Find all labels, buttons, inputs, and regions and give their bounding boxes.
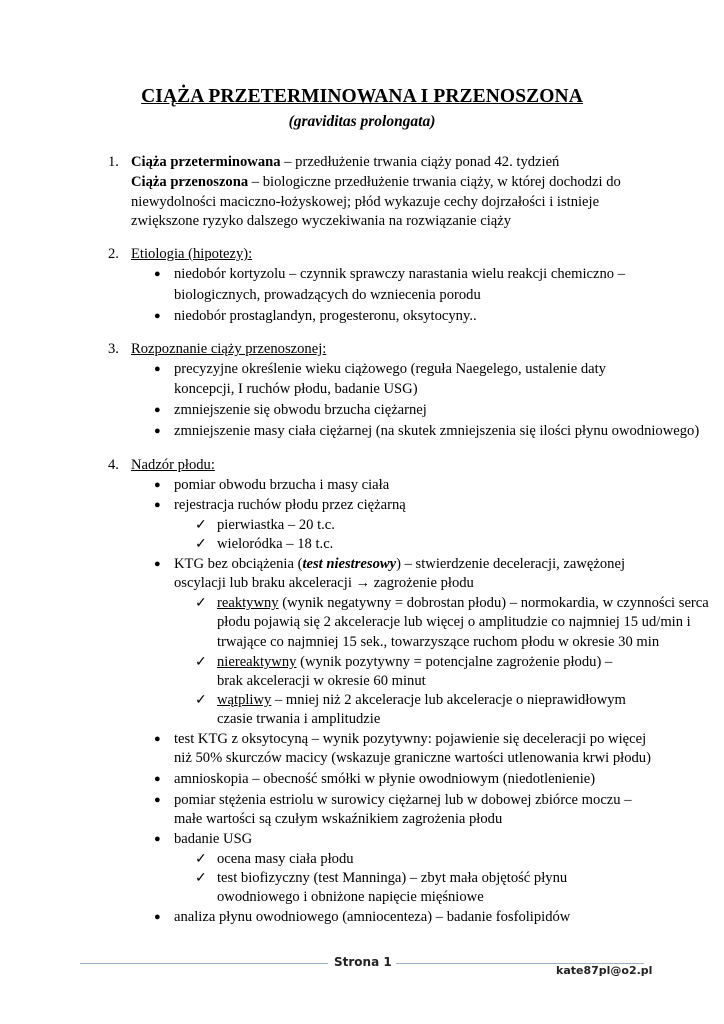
term-reaktywny: reaktywny — [217, 595, 279, 611]
section-1-line-2 — [131, 173, 621, 192]
s4-bullet-2: rejestracja ruchów płodu przez ciężarną — [174, 497, 406, 513]
ktg-reaktywny-c: trwające co najmniej 15 sek., towarzyszące ruchom płodu w okresie 30 min — [217, 634, 660, 650]
checkmark-icon: ✓ — [195, 596, 207, 611]
usg-masa: ocena masy ciała płodu — [217, 851, 354, 867]
term-przenoszona: Ciąża przenoszona — [131, 174, 249, 190]
s4-bullet-5: amnioskopia – obecność smółki w płynie owodniowym (niedotlenienie) — [174, 771, 596, 787]
ktg-reaktywny-a — [217, 594, 709, 613]
s3-bullet-1-b: koncepcji, I ruchów płodu, badanie USG) — [174, 381, 418, 397]
reaktywny-desc: (wynik negatywny = dobrostan płodu) – normokardia, w czynności serca — [278, 595, 709, 611]
section-2-number: 2. — [108, 246, 119, 262]
bullet-icon: ● — [154, 268, 161, 280]
bullet-icon: ● — [154, 833, 161, 845]
page-title: CIĄŻA PRZETERMINOWANA I PRZENOSZONA — [141, 86, 583, 107]
section-2-heading: Etiologia (hipotezy): — [131, 246, 253, 262]
ktg-niereaktywny-a — [217, 653, 612, 672]
watpliwy-desc: – mniej niż 2 akceleracje lub akceleracje o nieprawidłowym — [271, 692, 626, 708]
section-4-number: 4. — [108, 457, 119, 473]
usg-manning-b: owodniowego i obniżone napięcie mięśniowe — [217, 889, 484, 905]
ktg-post: ) – stwierdzenie deceleracji, zawężonej — [396, 556, 625, 572]
ktg-watpliwy-a — [217, 691, 626, 710]
term-test-niestresowy: test niestresowy — [302, 556, 397, 572]
s4-bullet-8: analiza płynu owodniowego (amniocenteza) – badanie fosfolipidów — [174, 909, 571, 925]
def-przeterminowana: – przedłużenie trwania ciąży ponad 42. tydzień — [280, 154, 560, 170]
bullet-icon: ● — [154, 794, 161, 806]
checkmark-icon: ✓ — [195, 871, 207, 886]
s4-bullet-4-a: test KTG z oksytocyną – wynik pozytywny: pojawienie się deceleracji po więcej — [174, 731, 647, 747]
bullet-icon: ● — [154, 479, 161, 491]
section-1-line-1 — [131, 153, 559, 172]
s4-bullet-3-a — [174, 555, 625, 574]
bullet-icon: ● — [154, 404, 161, 416]
bullet-icon: ● — [154, 363, 161, 375]
def-przenoszona-c: zwiększone ryzyko dalszego wyczekiwania na rozwiązanie ciąży — [131, 213, 512, 229]
s4-bullet-1: pomiar obwodu brzucha i masy ciała — [174, 477, 390, 493]
section-3-number: 3. — [108, 341, 119, 357]
s2-bullet-1-b: biologicznych, prowadzących do wzniecenia porodu — [174, 287, 481, 303]
ktg-watpliwy-b: czasie trwania i amplitudzie — [217, 711, 381, 727]
def-przenoszona-b: niewydolności maciczno-łożyskowej; płód wykazuje cechy dojrzałości i istnieje — [131, 194, 600, 210]
ktg-niereaktywny-b: brak akceleracji w okresie 60 minut — [217, 673, 426, 689]
s2-bullet-2: niedobór prostaglandyn, progesteronu, oksytocyny.. — [174, 308, 477, 324]
bullet-icon: ● — [154, 499, 161, 511]
s4-check-wieloródka: wieloródka – 18 t.c. — [217, 536, 334, 552]
s3-bullet-3: zmniejszenie masy ciała ciężarnej (na skutek zmniejszenia się ilości płynu owodniowego) — [174, 423, 700, 439]
s3-bullet-2: zmniejszenie się obwodu brzucha ciężarnej — [174, 402, 427, 418]
def-przenoszona-a: – biologiczne przedłużenie trwania ciąży, w której dochodzi do — [248, 174, 621, 190]
checkmark-icon: ✓ — [195, 693, 207, 708]
ktg-pre: KTG bez obciążenia ( — [174, 556, 303, 572]
term-przeterminowana: Ciąża przeterminowana — [131, 154, 281, 170]
section-4-heading: Nadzór płodu: — [131, 457, 215, 473]
s4-bullet-6-b: małe wartości są czułym wskaźnikiem zagrożenia płodu — [174, 811, 503, 827]
bullet-icon: ● — [154, 558, 161, 570]
s3-bullet-1-a: precyzyjne określenie wieku ciążowego (reguła Naegelego, ustalenie daty — [174, 361, 606, 377]
s4-bullet-6-a: pomiar stężenia estriolu w surowicy ciężarnej lub w dobowej zbiórce moczu – — [174, 792, 632, 808]
bullet-icon: ● — [154, 425, 161, 437]
footer-page-number: Strona 1 — [334, 955, 392, 969]
bullet-icon: ● — [154, 773, 161, 785]
niereaktywny-desc: (wynik pozytywny = potencjalne zagrożenie płodu) – — [296, 654, 613, 670]
s4-bullet-3-b: oscylacji lub braku akceleracji → zagrożenie płodu — [174, 575, 474, 591]
checkmark-icon: ✓ — [195, 852, 207, 867]
bullet-icon: ● — [154, 733, 161, 745]
page-subtitle: (graviditas prolongata) — [288, 113, 436, 130]
term-watpliwy: wątpliwy — [217, 692, 272, 708]
s4-bullet-7: badanie USG — [174, 831, 253, 847]
s4-check-pierwiastka: pierwiastka – 20 t.c. — [217, 517, 335, 533]
usg-manning-a: test biofizyczny (test Manninga) – zbyt mała objętość płynu — [217, 870, 568, 886]
section-1-number: 1. — [108, 154, 119, 170]
term-niereaktywny: niereaktywny — [217, 654, 297, 670]
checkmark-icon: ✓ — [195, 518, 207, 533]
footer-email: kate87pl@o2.pl — [556, 964, 653, 977]
s2-bullet-1-a: niedobór kortyzolu – czynnik sprawczy narastania wielu reakcji chemiczno – — [174, 266, 626, 282]
ktg-reaktywny-b: płodu pojawią się 2 akceleracje lub więcej o amplitudzie co najmniej 15 ud/min i — [217, 614, 691, 630]
bullet-icon: ● — [154, 911, 161, 923]
section-3-heading: Rozpoznanie ciąży przenoszonej: — [131, 341, 327, 357]
footer-divider-left — [80, 963, 328, 964]
checkmark-icon: ✓ — [195, 655, 207, 670]
checkmark-icon: ✓ — [195, 537, 207, 552]
s4-bullet-4-b: niż 50% skurczów macicy (wskazuje graniczne wartości utlenowania krwi płodu) — [174, 750, 651, 766]
bullet-icon: ● — [154, 310, 161, 322]
